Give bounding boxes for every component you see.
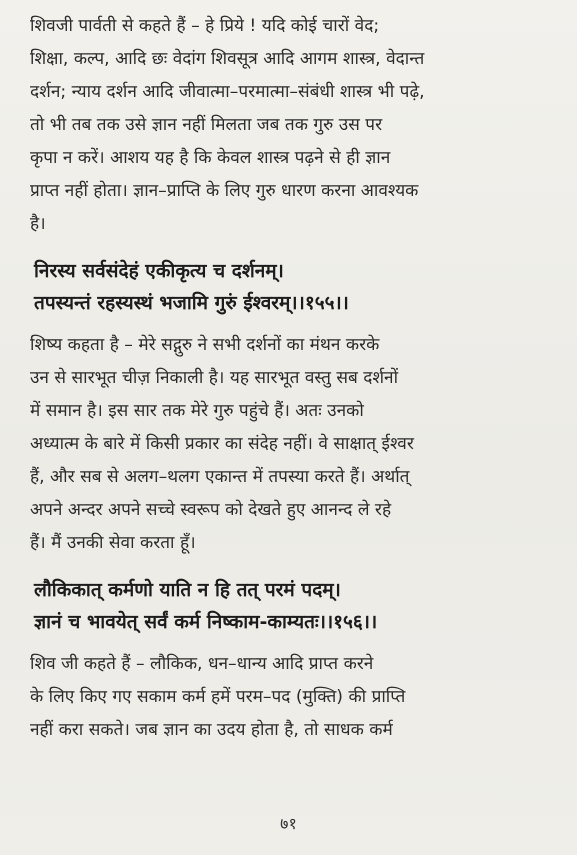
text-line: शिष्य कहता है – मेरे सद्गुरु ने सभी दर्शनों का मंथन करके	[30, 335, 380, 355]
text-line: अपने अन्दर अपने सच्चे स्वरूप को देखते हुए आनन्द ले रहे	[30, 500, 392, 520]
text-line: शिवजी पार्वती से कहते हैं – हे प्रिये ! यदि कोई चारों वेद;	[30, 16, 380, 36]
page-number: ७१	[280, 814, 297, 833]
text-line: है।	[30, 214, 46, 234]
verse-155	[30, 255, 551, 319]
verse-line: लौकिकात् कर्मणो याति न हि तत् परमं पदम्।	[34, 579, 341, 601]
verse-line: ज्ञानं च भावयेत् सर्वं कर्म निष्काम-काम्यतः।।१५६।।	[34, 611, 378, 633]
text-line: प्राप्त नहीं होता। ज्ञान–प्राप्ति के लिए गुरु धारण करना आवश्यक	[30, 181, 419, 201]
text-line: उन से सारभूत चीज़ निकाली है। यह सारभूत वस्तु सब दर्शनों	[30, 368, 399, 388]
text-line: शिक्षा, कल्प, आदि छः वेदांग शिवसूत्र आदि आगम शास्त्र, वेदान्त	[30, 49, 425, 69]
verse-156	[30, 574, 551, 638]
verse-line: तपस्यन्तं रहस्यस्थं भजामि गुरुं ईश्वरम्।।१५५।।	[34, 292, 349, 314]
text-line: नहीं करा सकते। जब ज्ञान का उदय होता है, तो साधक कर्म	[30, 720, 393, 740]
text-line: कृपा न करें। आशय यह है कि केवल शास्त्र पढ़ने से ही ज्ञान	[30, 148, 391, 168]
paragraph-1	[30, 10, 551, 241]
paragraph-2	[30, 329, 551, 560]
paragraph-3	[30, 648, 551, 747]
text-line: हैं, और सब से अलग–थलग एकान्त में तपस्या करते हैं। अर्थात्	[30, 467, 410, 487]
text-line: के लिए किए गए सकाम कर्म हमें परम–पद (मुक्ति) की प्राप्ति	[30, 687, 406, 707]
text-line: हैं। मैं उनकी सेवा करता हूँ।	[30, 533, 196, 553]
text-line: अध्यात्म के बारे में किसी प्रकार का संदेह नहीं। वे साक्षात् ईश्वर	[30, 434, 414, 454]
text-line: दर्शन; न्याय दर्शन आदि जीवात्मा–परमात्मा–संबंधी शास्त्र भी पढ़े,	[30, 82, 425, 102]
text-line: शिव जी कहते हैं – लौकिक, धन–धान्य आदि प्राप्त करने	[30, 654, 374, 674]
text-line: तो भी तब तक उसे ज्ञान नहीं मिलता जब तक गुरु उस पर	[30, 115, 383, 135]
text-line: में समान है। इस सार तक मेरे गुरु पहुंचे हैं। अतः उनको	[30, 401, 364, 421]
verse-line: निरस्य सर्वसंदेहं एकीकृत्य च दर्शनम्।	[34, 260, 284, 282]
